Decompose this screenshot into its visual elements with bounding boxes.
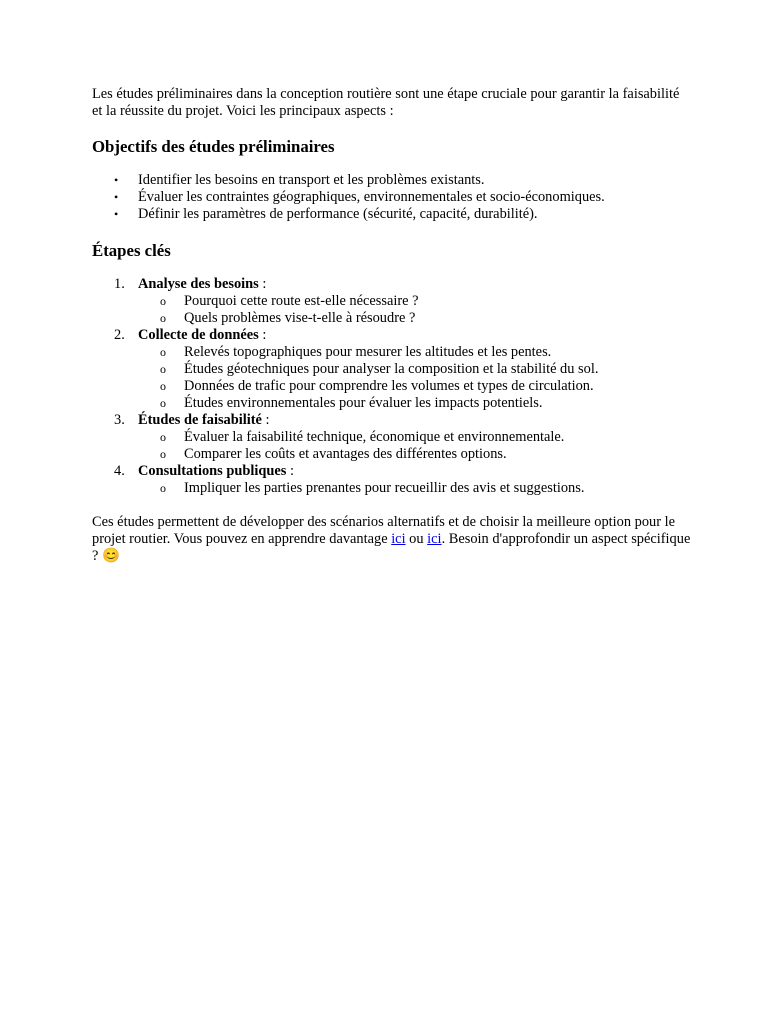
step-title: Consultations publiques	[138, 463, 287, 479]
section-steps-heading: Étapes clés	[92, 241, 171, 260]
step-title: Analyse des besoins	[138, 276, 259, 292]
list-item-text: Identifier les besoins en transport et les problèmes existants.	[138, 172, 485, 188]
step-suffix: :	[261, 412, 270, 428]
list-item-text: Évaluer les contraintes géographiques, environnementales et socio-économiques.	[138, 189, 605, 205]
bullet-icon: •	[114, 207, 119, 221]
circle-bullet-icon: o	[160, 430, 166, 444]
step-item	[92, 412, 692, 463]
sub-list-item	[138, 378, 692, 395]
sub-list-item-text: Quels problèmes vise-t-elle à résoudre ?	[184, 310, 416, 326]
sub-list-item	[138, 429, 692, 446]
step-number: 2.	[114, 327, 125, 343]
sub-list-item-text: Relevés topographiques pour mesurer les altitudes et les pentes.	[184, 344, 552, 360]
sub-list-item	[138, 310, 692, 327]
objectives-list	[92, 172, 692, 223]
conclusion-text: Ces études permettent de développer des scénarios alternatifs et de choisir la meilleure option pour le projet routier. Vous pouvez en apprendre davantage	[92, 514, 676, 547]
section-objectives-heading: Objectifs des études préliminaires	[92, 137, 335, 156]
sub-list-item-text: Évaluer la faisabilité technique, économique et environnementale.	[184, 429, 565, 445]
step-sublist	[138, 480, 692, 497]
sub-list-item	[138, 480, 692, 497]
conclusion-paragraph	[92, 514, 692, 565]
document-page	[92, 86, 692, 565]
learn-more-link-1[interactable]: ici	[391, 531, 406, 547]
step-item	[92, 327, 692, 412]
circle-bullet-icon: o	[160, 311, 166, 325]
sub-list-item-text: Études environnementales pour évaluer les impacts potentiels.	[184, 395, 543, 411]
step-suffix: :	[258, 327, 267, 343]
sub-list-item-text: Impliquer les parties prenantes pour recueillir des avis et suggestions.	[184, 480, 585, 496]
list-item	[92, 206, 692, 223]
list-item	[92, 172, 692, 189]
steps-list	[92, 276, 692, 497]
circle-bullet-icon: o	[160, 345, 166, 359]
sub-list-item	[138, 344, 692, 361]
circle-bullet-icon: o	[160, 379, 166, 393]
step-title: Études de faisabilité	[138, 412, 262, 428]
conclusion-connector: ou	[405, 531, 428, 547]
circle-bullet-icon: o	[160, 447, 166, 461]
step-item	[92, 463, 692, 497]
step-number: 1.	[114, 276, 125, 292]
circle-bullet-icon: o	[160, 396, 166, 410]
bullet-icon: •	[114, 190, 119, 204]
list-item-text: Définir les paramètres de performance (sécurité, capacité, durabilité).	[138, 206, 538, 222]
circle-bullet-icon: o	[160, 362, 166, 376]
step-number: 4.	[114, 463, 125, 479]
step-item	[92, 276, 692, 327]
sub-list-item-text: Comparer les coûts et avantages des différentes options.	[184, 446, 507, 462]
step-title: Collecte de données	[138, 327, 259, 343]
step-suffix: :	[286, 463, 294, 479]
step-suffix: :	[258, 276, 267, 292]
circle-bullet-icon: o	[160, 294, 166, 308]
step-sublist	[138, 293, 692, 327]
bullet-icon: •	[114, 173, 119, 187]
sub-list-item	[138, 446, 692, 463]
sub-list-item	[138, 361, 692, 378]
learn-more-link-2[interactable]: ici	[427, 531, 442, 547]
step-sublist	[138, 344, 692, 412]
sub-list-item	[138, 395, 692, 412]
sub-list-item-text: Études géotechniques pour analyser la composition et la stabilité du sol.	[184, 361, 599, 377]
smiley-icon: 😊	[102, 548, 120, 564]
list-item	[92, 189, 692, 206]
conclusion-text-end: . Besoin d'approfondir un aspect spécifique ?	[92, 531, 691, 564]
sub-list-item	[138, 293, 692, 310]
sub-list-item-text: Données de trafic pour comprendre les volumes et types de circulation.	[184, 378, 594, 394]
sub-list-item-text: Pourquoi cette route est-elle nécessaire ?	[184, 293, 419, 309]
step-number: 3.	[114, 412, 125, 428]
step-sublist	[138, 429, 692, 463]
intro-paragraph: Les études préliminaires dans la conception routière sont une étape cruciale pour garantir la faisabilité et la réussite du projet. Voici les principaux aspects :	[92, 86, 680, 119]
circle-bullet-icon: o	[160, 481, 166, 495]
